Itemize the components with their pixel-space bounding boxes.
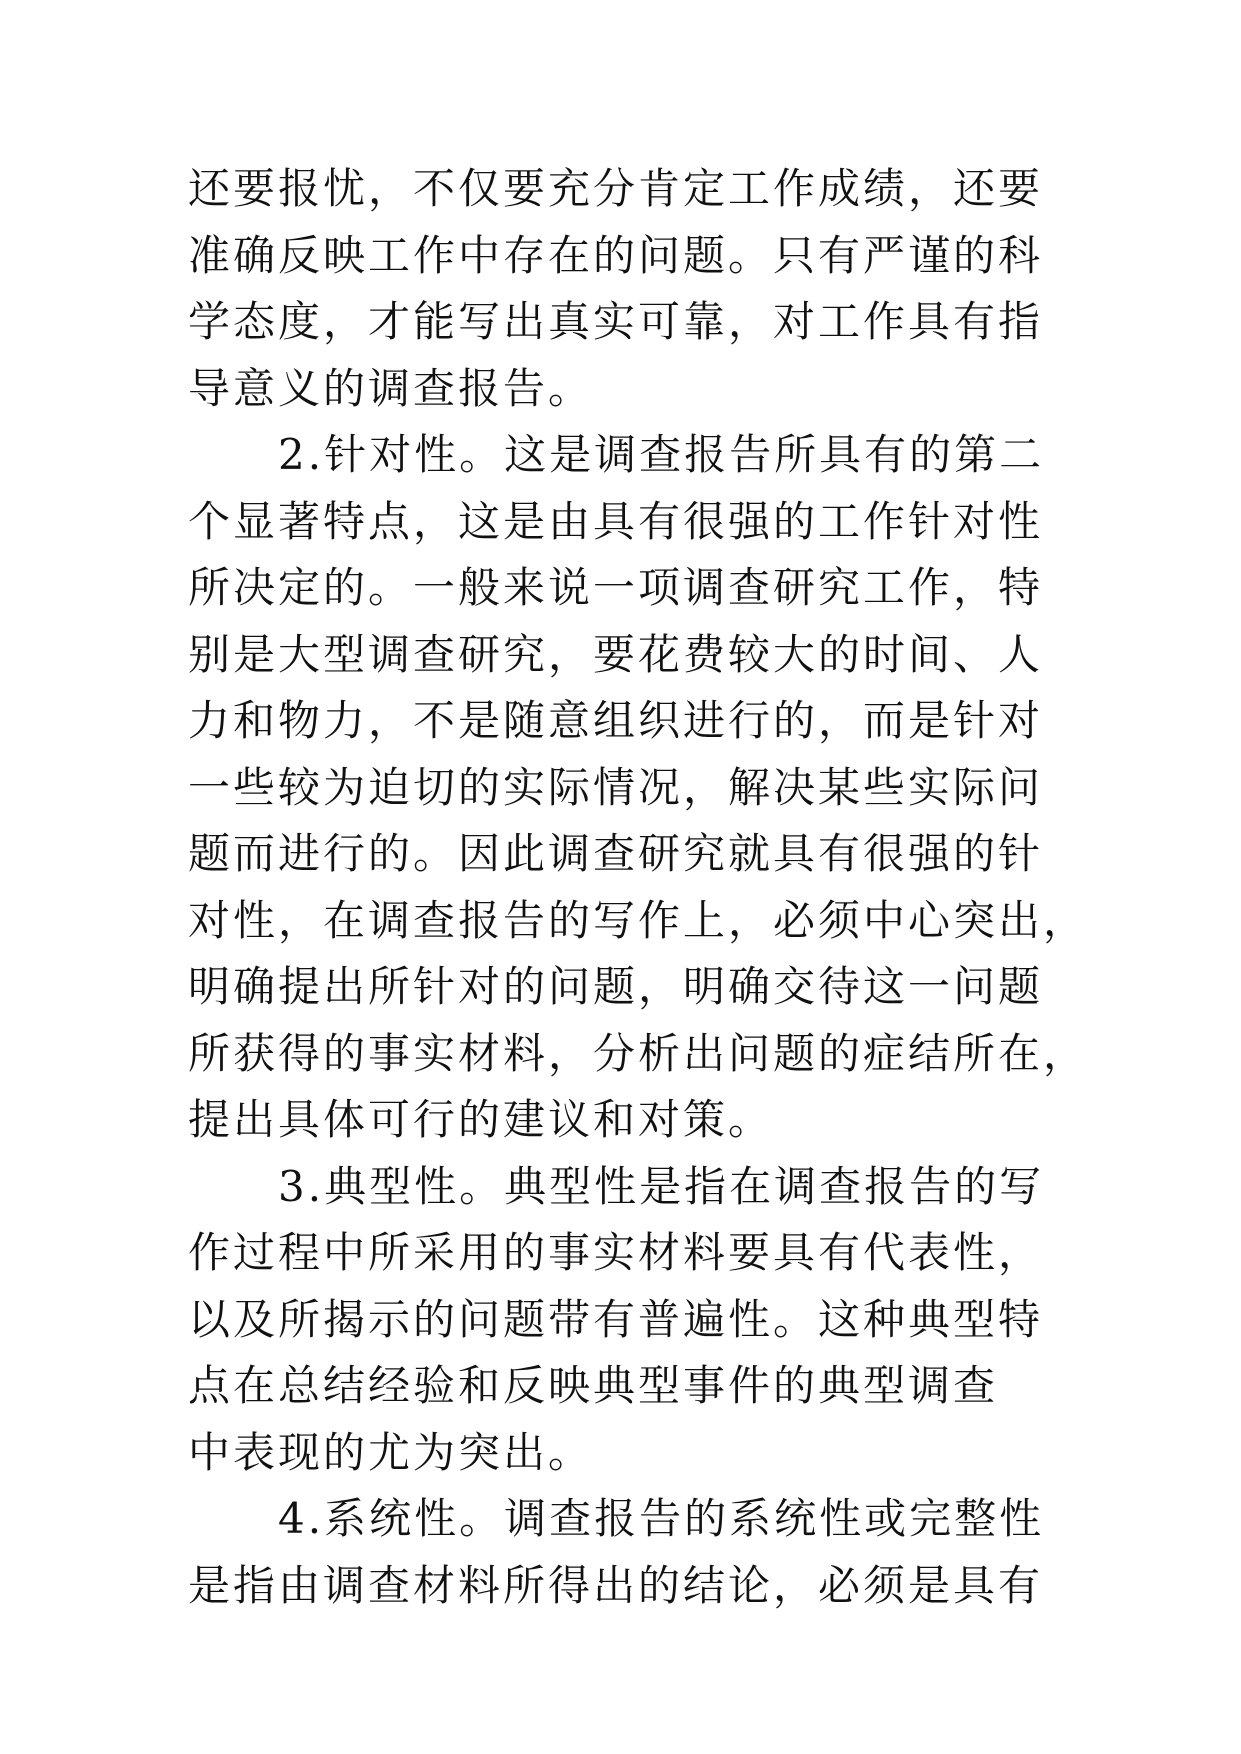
text-line: 准确反映工作中存在的问题。只有严谨的科 bbox=[188, 230, 1044, 280]
body-text bbox=[188, 156, 1089, 1619]
text-line: 点在总结经验和反映典型事件的典型调查 bbox=[188, 1361, 999, 1410]
text-line: 力和物力，不是随意组织进行的，而是针对 bbox=[188, 696, 1044, 745]
text-line: 导意义的调查报告。 bbox=[188, 363, 594, 413]
text-line: 一些较为迫切的实际情况，解决某些实际问 bbox=[188, 762, 1044, 812]
text-line: 是指由调查材料所得出的结论，必须是具有 bbox=[188, 1560, 1044, 1610]
text-line: 作过程中所采用的事实材料要具有代表性， bbox=[188, 1228, 1044, 1277]
text-line: 别是大型调查研究，要花费较大的时间、人 bbox=[188, 629, 1044, 679]
text-line: 明确提出所针对的问题，明确交待这一问题 bbox=[188, 962, 1044, 1011]
text-line: 对性，在调查报告的写作上，必须中心突出， bbox=[188, 895, 1089, 945]
text-line: 以及所揭示的问题带有普遍性。这种典型特 bbox=[188, 1294, 1044, 1344]
text-line: 所获得的事实材料，分析出问题的症结所在， bbox=[188, 1028, 1089, 1078]
paragraph-first-line: 2.针对性。这是调查报告所具有的第二 bbox=[278, 430, 1045, 479]
paragraph-first-line: 3.典型性。典型性是指在调查报告的写 bbox=[278, 1161, 1045, 1211]
text-line: 学态度，才能写出真实可靠，对工作具有指 bbox=[188, 297, 1044, 346]
text-line: 所决定的。一般来说一项调查研究工作，特 bbox=[188, 563, 1044, 612]
text-line: 还要报忧，不仅要充分肯定工作成绩，还要 bbox=[188, 164, 1044, 213]
text-line: 题而进行的。因此调查研究就具有很强的针 bbox=[188, 829, 1044, 878]
text-line: 中表现的尤为突出。 bbox=[188, 1427, 594, 1477]
paragraph-first-line: 4.系统性。调查报告的系统性或完整性 bbox=[278, 1494, 1045, 1543]
text-line: 提出具体可行的建议和对策。 bbox=[188, 1095, 774, 1144]
text-line: 个显著特点，这是由具有很强的工作针对性 bbox=[188, 496, 1044, 546]
